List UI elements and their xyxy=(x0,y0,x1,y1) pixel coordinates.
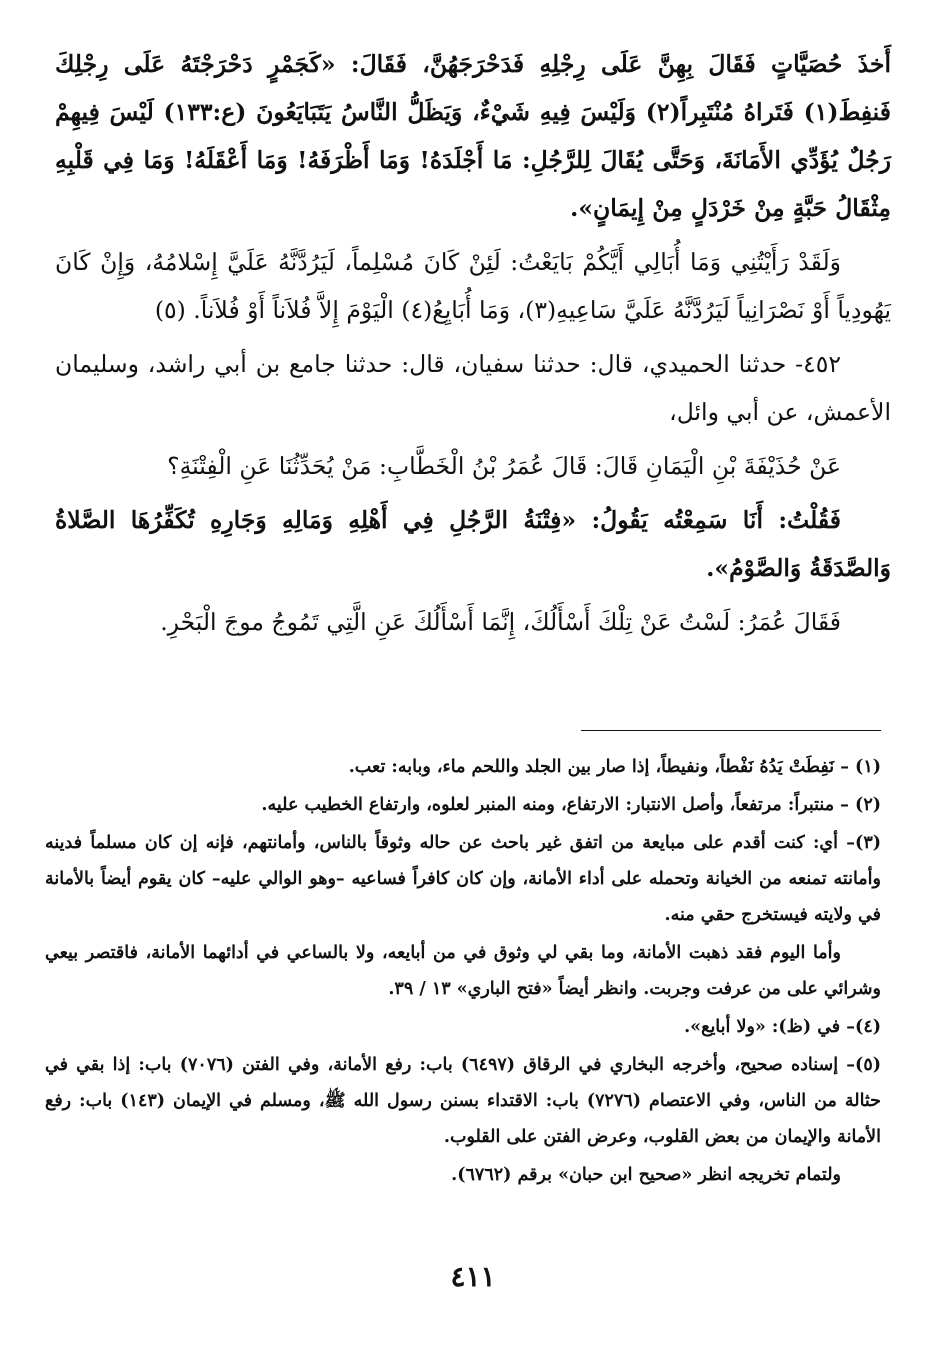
footnote-4: (٤)– في (ظ): «ولا أبايع». xyxy=(684,1017,881,1037)
footnote-3-continuation: وأما اليوم فقد ذهبت الأمانة، وما بقي لي وثوق في من أبايعه، ولا بالساعي في أدائهما الأمانة، فاقتصر بيعي وشرائي على من عرفت وجربت. وانظر أيضاً «فتح الباري» ١٣ / ٣٩. xyxy=(45,943,881,999)
footnote-5-continuation: ولتمام تخريجه انظر «صحيح ابن حبان» برقم (٦٧٦٢). xyxy=(451,1165,841,1185)
main-text xyxy=(55,40,891,652)
footnote-2: (٢) – منتبراً: مرتفعاً، وأصل الانتبار: الارتفاع، ومنه المنبر لعلوه، وارتفاع الخطيب عليه. xyxy=(261,795,881,815)
narration-paragraph: وَلَقَدْ رَأَيْتُنِي وَمَا أُبَالِي أَيَّكُمْ بَايَعْتُ: لَئِنْ كَانَ مُسْلِماً، لَيَرُدَّنَّهُ عَلَيَّ إِسْلامُهُ، وَإِنْ كَانَ يَهُودِياً أَوْ نَصْرَانِياً لَيَرُدَّنَّهُ عَلَيَّ سَاعِيهِ(٣)، وَمَا أُبَايِعُ(٤) الْيَوْمَ إِلاَّ فُلاَناً أَوْ فُلاَناً. (٥) xyxy=(55,248,891,324)
closing-paragraph: فَقَالَ عُمَرُ: لَسْتُ عَنْ تِلْكَ أَسْأَلُكَ، إِنَّمَا أَسْأَلُكَ عَنِ الَّتِي تَمُوجُ موجَ الْبَحْرِ. xyxy=(160,608,841,636)
footnote-3: (٣)– أي: كنت أقدم على مبايعة من اتفق غير باحث عن حاله وثوقاً بالناس، وأمانتهم، فإنه إن كان مسلماً فدينه وأمانته تمنعه من الخيانة وتحمله على أداء الأمانة، وإن كان كافراً فساعيه –وهو الوالي عليه– كان يقوم أيضاً بالأمانة في ولايته فيستخرج حقي منه. xyxy=(45,833,881,925)
footnote-5: (٥)– إسناده صحيح، وأخرجه البخاري في الرقاق (٦٤٩٧) باب: رفع الأمانة، وفي الفتن (٧٠٧٦) باب: إذا بقي في حثالة من الناس، وفي الاعتصام (٧٢٧٦) باب: الاقتداء بسنن رسول الله ﷺ، ومسلم في الإيمان (١٤٣) باب: رفع الأمانة والإيمان من بعض القلوب، وعرض الفتن على القلوب. xyxy=(45,1055,882,1147)
hadith-answer-paragraph: فَقُلْتُ: أَنَا سَمِعْتُه يَقُولُ: «فِتْنَةُ الرَّجُلِ فِي أَهْلِهِ وَمَالِهِ وَجَارِهِ تُكَفِّرُهَا الصَّلاةُ وَالصَّدَقَةُ وَالصَّوْمُ». xyxy=(55,506,891,582)
page-number: ٤١١ xyxy=(450,1260,496,1293)
hadith-continuation-paragraph: أَخذَ حُصَيَّاتٍ فَقَالَ بِهِنَّ عَلَى رِجْلِهِ فَدَحْرَجَهُنَّ، فَقَالَ: «كَجَمْرٍ دَحْرَجْتَهُ عَلَى رِجْلِكَ فَنفِطَ(١) فَتَراهُ مُنْتَبِراً(٢) وَلَيْسَ فِيهِ شَيْءٌ، وَيَظَلُّ النَّاسُ يَتَبَايَعُونَ (ع:١٣٣) لَيْسَ فِيهِمْ رَجُلٌ يُؤَدِّي الأَمَانَةَ، وَحَتَّى يُقَالَ لِلرَّجُلِ: مَا أَجْلَدَهُ! وَمَا أَظْرَفَهُ! وَمَا أَعْقَلَهُ! وَمَا فِي قَلْبِهِ مِثْقَالُ حَبَّةٍ مِنْ خَرْدَلٍ مِنْ إِيمَانٍ». xyxy=(55,50,891,222)
footnotes-section xyxy=(45,730,881,1195)
isnad-paragraph: ٤٥٢- حدثنا الحميدي، قال: حدثنا سفيان، قال: حدثنا جامع بن أبي راشد، وسليمان الأعمش، عن أبي وائل، xyxy=(55,350,891,426)
question-paragraph: عَنْ حُذَيْفَةَ بْنِ الْيَمَانِ قَالَ: قَالَ عُمَرُ بْنُ الْخَطَّابِ: مَنْ يُحَدِّثُنَا عَنِ الْفِتْنَةِ؟ xyxy=(167,452,841,480)
footnote-1: (١) – نَفِطَتْ يَدُهُ نَفْطاً، ونفيطاً، إذا صار بين الجلد واللحم ماء، وبابه: تعب. xyxy=(348,757,881,777)
footnote-separator xyxy=(581,730,881,731)
